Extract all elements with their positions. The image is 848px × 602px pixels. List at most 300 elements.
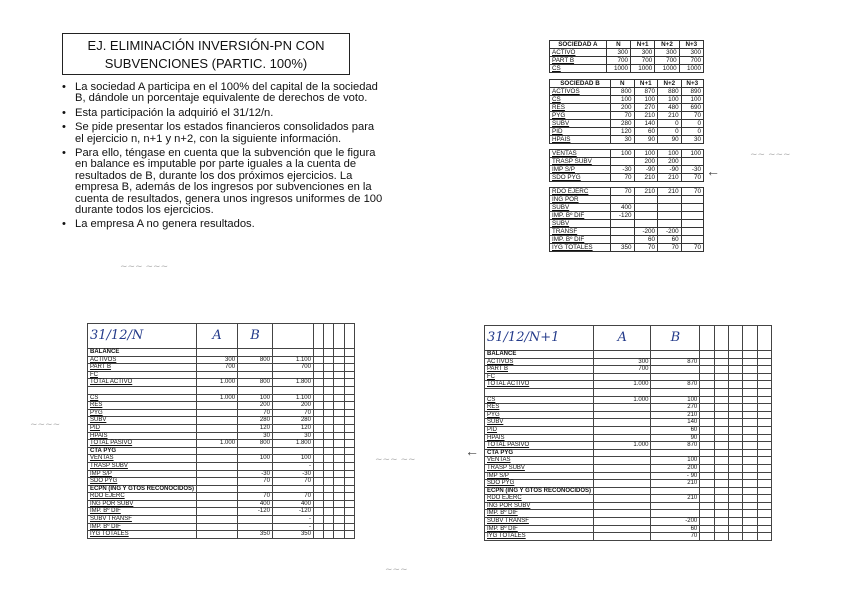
table-cell — [594, 457, 651, 465]
row-label: FC — [485, 373, 594, 381]
table-cell: 200 — [634, 158, 658, 166]
worksheet-section-row — [485, 449, 772, 457]
table-cell — [728, 411, 742, 419]
table-cell — [344, 516, 354, 524]
table-cell: 140 — [634, 120, 658, 128]
table-cell — [238, 386, 273, 394]
table-cell — [313, 371, 323, 379]
table-cell — [743, 502, 757, 510]
table-row — [550, 196, 704, 204]
table-cell — [334, 516, 344, 524]
table-cell: 300 — [594, 358, 651, 366]
table-cell — [681, 236, 703, 244]
table-row — [485, 518, 772, 526]
table-cell — [714, 510, 728, 518]
table-cell — [714, 434, 728, 442]
table-cell: 1.000 — [594, 396, 651, 404]
table-cell — [757, 358, 771, 366]
table-cell — [197, 485, 238, 493]
row-label: PART B — [88, 364, 197, 372]
table-cell — [714, 358, 728, 366]
table-cell: 100 — [681, 150, 703, 158]
table-cell — [197, 478, 238, 486]
table-row — [550, 244, 704, 252]
table-cell: 120 — [272, 424, 313, 432]
table-cell: 300 — [631, 49, 655, 57]
table-cell — [344, 447, 354, 455]
table-cell — [757, 457, 771, 465]
table-cell — [324, 508, 334, 516]
row-label: PID — [88, 424, 197, 432]
table-cell — [344, 349, 354, 357]
table-cell: 60 — [651, 426, 700, 434]
table-cell — [344, 470, 354, 478]
table-cell — [714, 525, 728, 533]
table-row — [550, 104, 704, 112]
table-cell — [238, 349, 273, 357]
table-cell — [594, 480, 651, 488]
bullet-item: • La empresa A no genera resultados. — [75, 219, 385, 230]
table-cell — [594, 533, 651, 541]
title-line-1: EJ. ELIMINACIÓN INVERSIÓN-PN CON — [87, 38, 325, 53]
table-cell — [313, 379, 323, 387]
table-cell — [757, 518, 771, 526]
table-cell — [344, 409, 354, 417]
table-cell — [313, 356, 323, 364]
table-cell — [728, 464, 742, 472]
row-label: SUBV TRANSF — [485, 518, 594, 526]
section-label: BALANCE — [485, 351, 594, 359]
table-cell: SDO PYG — [550, 174, 611, 182]
table-cell — [197, 455, 238, 463]
table-cell — [757, 480, 771, 488]
table-cell: 70 — [658, 244, 682, 252]
table-cell: 300 — [606, 49, 630, 57]
table-cell — [313, 402, 323, 410]
table-cell — [324, 371, 334, 379]
table-cell — [324, 417, 334, 425]
table-cell — [594, 419, 651, 427]
table-row — [88, 432, 355, 440]
worksheet-31-12-n1 — [484, 325, 772, 541]
row-label: SUBV TRANSF — [88, 516, 197, 524]
table-cell: 1000 — [679, 65, 703, 73]
table-cell — [743, 326, 757, 351]
table-cell — [197, 531, 238, 539]
table-cell — [700, 495, 714, 503]
table-cell — [700, 533, 714, 541]
table-cell — [313, 417, 323, 425]
table-cell — [197, 371, 238, 379]
table-cell: 880 — [658, 88, 682, 96]
table-cell: 800 — [238, 440, 273, 448]
table-cell — [334, 364, 344, 372]
table-cell — [757, 472, 771, 480]
table-cell — [757, 373, 771, 381]
table-cell: 700 — [594, 366, 651, 374]
table-cell — [313, 508, 323, 516]
table-cell: 90 — [658, 136, 682, 144]
table-cell: 1.100 — [272, 394, 313, 402]
table-cell: TRASP SUBV — [550, 158, 611, 166]
table-cell: SUBV — [550, 120, 611, 128]
worksheet-31-12-n — [87, 323, 355, 539]
table-cell — [334, 432, 344, 440]
table-cell: 1.000 — [197, 394, 238, 402]
table-cell: 30 — [272, 432, 313, 440]
title-line-2: SUBVENCIONES (PARTIC. 100%) — [104, 56, 308, 71]
table-cell — [700, 351, 714, 359]
table-cell: N+1 — [631, 41, 655, 49]
worksheet-col-header: B — [651, 326, 700, 351]
table-cell — [728, 449, 742, 457]
table-cell — [344, 531, 354, 539]
table-cell — [728, 525, 742, 533]
table-cell — [743, 434, 757, 442]
row-label: PART B — [485, 366, 594, 374]
table-cell — [757, 464, 771, 472]
table-cell — [743, 373, 757, 381]
table-cell: 890 — [681, 88, 703, 96]
table-sociedad-a — [549, 40, 704, 73]
bullet-item: • Esta participación la adquirió el 31/12/n. — [75, 108, 385, 119]
table-cell — [238, 523, 273, 531]
table-cell: 70 — [610, 188, 634, 196]
table-cell: ACTIVO — [550, 49, 607, 57]
table-cell: 480 — [658, 104, 682, 112]
table-cell — [238, 485, 273, 493]
table-cell — [313, 516, 323, 524]
table-cell: N+2 — [655, 41, 679, 49]
table-row — [550, 112, 704, 120]
table-cell: 700 — [679, 57, 703, 65]
row-label: PID — [485, 426, 594, 434]
table-row — [550, 57, 704, 65]
table-cell — [334, 356, 344, 364]
arrow-icon: ← — [465, 443, 479, 459]
table-cell — [344, 386, 354, 394]
table-cell — [743, 487, 757, 495]
table-cell: 400 — [610, 204, 634, 212]
row-label: IMP. Bº DIF — [485, 525, 594, 533]
table-cell — [334, 455, 344, 463]
table-cell — [757, 396, 771, 404]
table-cell — [313, 523, 323, 531]
bullet-item: • Se pide presentar los estados financieros consolidados para el ejercicio n, n+1 y n+2, con la siguiente información. — [75, 122, 385, 145]
table-row — [485, 426, 772, 434]
table-cell — [743, 464, 757, 472]
table-cell — [757, 434, 771, 442]
table-cell — [681, 212, 703, 220]
table-row — [485, 472, 772, 480]
table-cell — [334, 508, 344, 516]
table-cell — [594, 426, 651, 434]
table-cell: 870 — [634, 88, 658, 96]
table-cell: RDO EJERC — [550, 188, 611, 196]
table-cell — [700, 411, 714, 419]
table-cell — [634, 220, 658, 228]
table-cell: -30 — [272, 470, 313, 478]
table-row — [485, 434, 772, 442]
handwritten-scribble: ~~~ ~~~ — [120, 262, 169, 272]
table-cell — [714, 449, 728, 457]
table-row — [550, 150, 704, 158]
table-cell: 690 — [681, 104, 703, 112]
table-cell — [197, 447, 238, 455]
worksheet-section-row — [88, 386, 355, 394]
table-cell: -30 — [238, 470, 273, 478]
table-row — [485, 502, 772, 510]
row-label: IMP. Bº DIF — [88, 508, 197, 516]
table-cell: N+1 — [634, 80, 658, 88]
table-cell — [344, 371, 354, 379]
table-row — [550, 96, 704, 104]
table-cell — [594, 449, 651, 457]
worksheet-section-row — [485, 388, 772, 396]
worksheet-section-row — [88, 447, 355, 455]
table-cell — [700, 525, 714, 533]
table-cell — [344, 462, 354, 470]
table-cell: -200 — [658, 228, 682, 236]
table-cell: PART B — [550, 57, 607, 65]
table-row — [550, 88, 704, 96]
table-cell — [714, 533, 728, 541]
table-cell — [714, 396, 728, 404]
handwritten-scribble: ~~~~ — [30, 420, 61, 430]
table-cell — [743, 533, 757, 541]
table-cell — [324, 462, 334, 470]
table-cell: IMP S/P — [550, 166, 611, 174]
table-cell: 400 — [238, 500, 273, 508]
table-cell — [344, 424, 354, 432]
table-cell: 60 — [651, 525, 700, 533]
table-cell — [743, 358, 757, 366]
table-cell — [272, 386, 313, 394]
table-cell: 200 — [272, 402, 313, 410]
table-cell — [728, 358, 742, 366]
table-cell — [334, 470, 344, 478]
table-cell — [714, 487, 728, 495]
table-cell — [334, 440, 344, 448]
section-label: ECPN (ING Y GTOS RECONOCIDOS) — [88, 485, 197, 493]
table-row — [485, 457, 772, 465]
table-cell: 200 — [658, 158, 682, 166]
table-cell — [714, 388, 728, 396]
row-label: PYG — [485, 411, 594, 419]
table-cell — [651, 373, 700, 381]
table-cell — [594, 404, 651, 412]
table-cell — [651, 510, 700, 518]
table-cell — [743, 388, 757, 396]
table-cell — [272, 485, 313, 493]
table-row — [88, 462, 355, 470]
table-cell: 100 — [272, 455, 313, 463]
table-cell — [324, 409, 334, 417]
table-cell — [197, 424, 238, 432]
table-cell: 200 — [651, 464, 700, 472]
table-cell — [743, 381, 757, 389]
table-cell — [651, 449, 700, 457]
table-cell — [334, 500, 344, 508]
table-cell: 100 — [658, 150, 682, 158]
row-label: TOTAL ACTIVO — [88, 379, 197, 387]
table-cell — [743, 457, 757, 465]
table-cell — [681, 158, 703, 166]
table-cell: N+3 — [679, 41, 703, 49]
table-cell — [757, 326, 771, 351]
row-label: SDO PYG — [485, 480, 594, 488]
bullet-item: • La sociedad A participa en el 100% del capital de la sociedad B, dándole un porcentaje equivalente de derechos de voto. — [75, 82, 385, 105]
table-cell — [334, 485, 344, 493]
row-label: ACTIVOS — [485, 358, 594, 366]
table-cell — [344, 432, 354, 440]
table-cell — [714, 426, 728, 434]
table-cell — [594, 510, 651, 518]
table-cell — [700, 480, 714, 488]
table-cell — [197, 516, 238, 524]
table-cell — [714, 381, 728, 389]
table-cell — [700, 366, 714, 374]
table-row — [550, 136, 704, 144]
table-row — [88, 508, 355, 516]
table-cell — [313, 364, 323, 372]
table-cell: 1.800 — [272, 440, 313, 448]
table-cell: 700 — [655, 57, 679, 65]
table-cell — [344, 402, 354, 410]
table-cell — [757, 502, 771, 510]
table-cell: - — [272, 523, 313, 531]
table-cell: 60 — [658, 236, 682, 244]
table-row — [485, 464, 772, 472]
table-cell: 280 — [272, 417, 313, 425]
table-cell — [700, 404, 714, 412]
table-cell: -120 — [272, 508, 313, 516]
section-label — [88, 386, 197, 394]
table-cell — [334, 409, 344, 417]
section-label: CTA PYG — [485, 449, 594, 457]
table-cell: HPAIS — [550, 136, 611, 144]
table-cell: 100 — [681, 96, 703, 104]
table-cell — [334, 386, 344, 394]
table-cell — [700, 502, 714, 510]
table-cell — [743, 419, 757, 427]
table-cell — [700, 518, 714, 526]
table-cell — [757, 487, 771, 495]
table-cell — [594, 411, 651, 419]
table-cell — [238, 447, 273, 455]
table-row — [485, 381, 772, 389]
row-label: IYG TOTALES — [88, 531, 197, 539]
table-cell — [197, 462, 238, 470]
table-cell — [324, 500, 334, 508]
table-cell — [313, 478, 323, 486]
table-cell — [714, 326, 728, 351]
table-cell: 210 — [634, 112, 658, 120]
table-cell: 350 — [610, 244, 634, 252]
table-cell — [728, 495, 742, 503]
table-cell — [610, 158, 634, 166]
row-label: TOTAL PASIVO — [485, 442, 594, 450]
table-cell — [743, 404, 757, 412]
table-cell: 210 — [651, 480, 700, 488]
table-cell — [743, 366, 757, 374]
table-cell — [714, 411, 728, 419]
table-cell — [651, 366, 700, 374]
row-label: HPAIS — [88, 432, 197, 440]
table-cell — [324, 493, 334, 501]
table-cell: 0 — [658, 120, 682, 128]
table-cell — [757, 442, 771, 450]
table-cell — [610, 228, 634, 236]
table-cell: 60 — [634, 128, 658, 136]
table-cell — [334, 379, 344, 387]
table-cell — [728, 472, 742, 480]
table-cell: 0 — [658, 128, 682, 136]
worksheet-section-row — [485, 487, 772, 495]
table-cell — [594, 487, 651, 495]
table-cell: 270 — [634, 104, 658, 112]
table-cell: 800 — [238, 379, 273, 387]
table-cell — [658, 196, 682, 204]
row-label: IMP. Bº DIF — [485, 510, 594, 518]
table-cell — [334, 478, 344, 486]
table-cell — [728, 351, 742, 359]
table-row — [485, 411, 772, 419]
table-cell: 100 — [610, 150, 634, 158]
table-cell — [743, 495, 757, 503]
table-row — [550, 204, 704, 212]
table-cell: 100 — [634, 96, 658, 104]
table-cell: 100 — [238, 455, 273, 463]
table-row — [550, 188, 704, 196]
row-label: HPAIS — [485, 434, 594, 442]
table-cell — [651, 351, 700, 359]
table-cell: 800 — [610, 88, 634, 96]
table-cell: N — [606, 41, 630, 49]
table-cell: SUBV — [550, 204, 611, 212]
table-row — [550, 220, 704, 228]
table-cell — [594, 434, 651, 442]
table-cell: 70 — [610, 112, 634, 120]
table-header-row — [550, 41, 704, 49]
table-cell — [681, 196, 703, 204]
table-cell — [700, 487, 714, 495]
table-cell — [324, 478, 334, 486]
table-row — [485, 396, 772, 404]
table-row — [88, 356, 355, 364]
table-cell — [324, 356, 334, 364]
table-cell — [197, 386, 238, 394]
table-cell — [334, 371, 344, 379]
table-cell — [743, 426, 757, 434]
table-cell: 70 — [272, 409, 313, 417]
table-cell — [324, 432, 334, 440]
table-cell: 1.000 — [197, 440, 238, 448]
table-cell — [324, 470, 334, 478]
table-cell — [728, 404, 742, 412]
table-cell: -30 — [681, 166, 703, 174]
bullet-list — [60, 82, 385, 234]
table-cell: SUBV — [550, 220, 611, 228]
table-cell — [334, 417, 344, 425]
table-cell — [714, 495, 728, 503]
worksheet-header-row — [485, 326, 772, 351]
table-cell: 120 — [610, 128, 634, 136]
table-cell: -90 — [634, 166, 658, 174]
table-row — [88, 440, 355, 448]
table-cell: 200 — [238, 402, 273, 410]
table-cell: 870 — [651, 358, 700, 366]
